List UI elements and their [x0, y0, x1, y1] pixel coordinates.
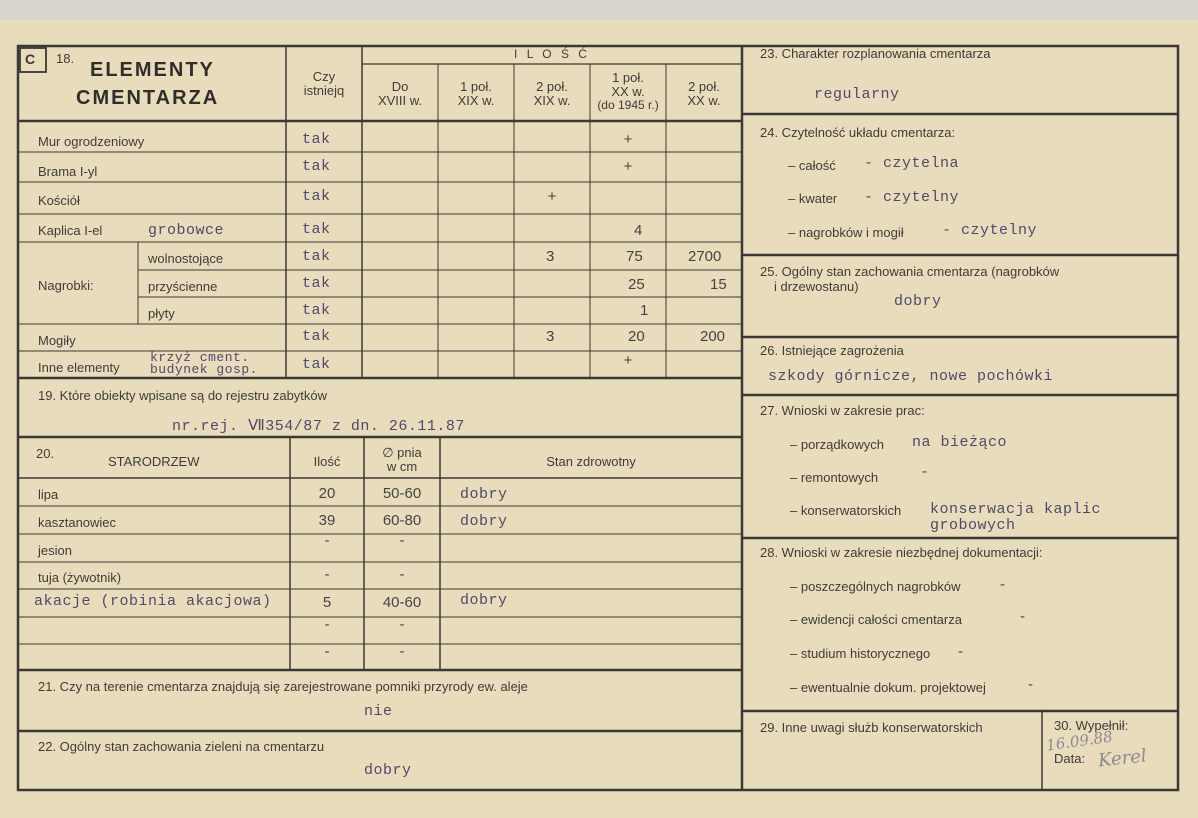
s27-item-3-label: – konserwatorskich — [790, 503, 902, 518]
header-istnieja: istniejq — [303, 83, 345, 98]
tree-name-3: jesion — [38, 543, 72, 558]
s24-item-1-label: – całość — [788, 158, 836, 173]
col-pnia-1: ∅ pnia — [382, 445, 422, 460]
przysc-exists: tak — [302, 275, 331, 292]
s24-item-3-label: – nagrobków i mogił — [788, 225, 904, 240]
period-header-1b: XVIII w. — [377, 93, 423, 108]
scan-top-strip — [0, 0, 1198, 20]
brama-p4: + — [623, 158, 633, 175]
period-header-5a: 2 poł. — [688, 79, 720, 94]
s28-item-3-label: – studium historycznego — [790, 646, 931, 661]
section-22-value: dobry — [364, 762, 412, 779]
period-header-3a: 2 poł. — [536, 79, 568, 94]
tree-pien-2: 60-80 — [382, 512, 422, 529]
tree-pien-5: 40-60 — [382, 594, 422, 611]
section-26-label: 26. Istniejące zagrożenia — [760, 343, 904, 358]
tree-pien-3: - — [399, 532, 405, 549]
s28-item-1-label: – poszczególnych nagrobków — [790, 579, 961, 594]
tree-ilosc-6: - — [324, 616, 330, 633]
signature: Kerel — [1097, 745, 1148, 772]
row-label-przyscienne: przyścienne — [148, 279, 218, 294]
tree-ilosc-5: 5 — [322, 594, 332, 611]
col-stan: Stan zdrowotny — [546, 454, 636, 469]
section-21-value: nie — [364, 703, 393, 720]
s27-item-2-value: - — [920, 464, 930, 481]
tree-pien-4: - — [399, 566, 405, 583]
period-header-4b: XX w. — [611, 84, 645, 99]
przysc-p4: 25 — [628, 276, 645, 293]
mur-p4: + — [623, 131, 633, 148]
section-28-label: 28. Wnioski w zakresie niezbędnej dokumentacji: — [760, 545, 1043, 560]
row-label-nagrobki: Nagrobki: — [38, 278, 94, 293]
kosciol-p3: + — [547, 188, 557, 205]
kaplica-typed: grobowce — [148, 222, 225, 239]
tree-pien-6: - — [399, 616, 405, 633]
col-ilosc: Ilość — [313, 454, 341, 469]
elementy-title-line2: CMENTARZA — [76, 87, 220, 109]
s24-item-1-value: - czytelna — [864, 155, 960, 172]
s27-item-2-label: – remontowych — [790, 470, 879, 485]
s24-item-2-value: - czytelny — [864, 189, 960, 206]
kaplica-exists: tak — [302, 221, 331, 238]
tree-pien-1: 50-60 — [382, 485, 422, 502]
elementy-title-line1: ELEMENTY — [90, 59, 215, 81]
s24-item-2-label: – kwater — [788, 191, 838, 206]
s28-item-2-label: – ewidencji całości cmentarza — [790, 612, 962, 627]
tree-pien-7: - — [399, 643, 405, 660]
brama-exists: tak — [302, 158, 331, 175]
period-header-4c: (do 1945 r.) — [597, 98, 659, 112]
tree-ilosc-7: - — [324, 643, 330, 660]
section-20-number: 20. — [36, 446, 55, 461]
mogily-exists: tak — [302, 328, 331, 345]
wolno-p4: 75 — [626, 248, 643, 265]
section-23-value: regularny — [814, 86, 900, 103]
period-header-2a: 1 poł. — [460, 79, 492, 94]
tree-ilosc-3: - — [324, 532, 330, 549]
section-22-label: 22. Ogólny stan zachowania zieleni na cmentarzu — [38, 739, 325, 754]
wolno-p5: 2700 — [688, 248, 722, 265]
row-label-kaplica: Kaplica I-el — [38, 223, 103, 238]
s27-item-1-label: – porządkowych — [790, 437, 884, 452]
date-label: Data: — [1054, 751, 1086, 766]
period-header-2b: XIX w. — [457, 93, 495, 108]
kaplica-p4: 4 — [634, 222, 643, 239]
section-18-number: 18. — [56, 51, 75, 66]
tree-stan-5: dobry — [460, 592, 508, 609]
s27-item-3-value2: grobowych — [930, 517, 1016, 534]
tree-name-5: akacje (robinia akacjowa) — [34, 593, 272, 610]
period-header-1a: Do — [391, 79, 409, 94]
period-header-5b: XX w. — [687, 93, 721, 108]
row-label-inne: Inne elementy — [38, 360, 120, 375]
row-label-brama: Brama I-yl — [38, 164, 98, 179]
plyty-exists: tak — [302, 302, 331, 319]
wolno-exists: tak — [302, 248, 331, 265]
przysc-p5: 15 — [710, 276, 727, 293]
kosciol-exists: tak — [302, 188, 331, 205]
mur-exists: tak — [302, 131, 331, 148]
section-25-value: dobry — [894, 293, 942, 310]
section-26-value: szkody górnicze, nowe pochówki — [768, 368, 1054, 385]
s28-item-3-value: - — [958, 643, 963, 660]
row-label-mur: Mur ogrodzeniowy — [38, 134, 145, 149]
section-24-label: 24. Czytelność układu cmentarza: — [760, 125, 956, 140]
period-header-3b: XIX w. — [533, 93, 571, 108]
tree-name-4: tuja (żywotnik) — [38, 570, 122, 585]
section-27-label: 27. Wnioski w zakresie prac: — [760, 403, 925, 418]
section-25-label-1: 25. Ogólny stan zachowania cmentarza (nagrobków — [760, 264, 1060, 279]
section-21-label: 21. Czy na terenie cmentarza znajdują się zarejestrowane pomniki przyrody ew. aleje — [38, 679, 528, 694]
s28-item-4-value: - — [1028, 676, 1033, 693]
tree-ilosc-1: 20 — [318, 485, 336, 502]
row-label-mogily: Mogiły — [38, 333, 76, 348]
tree-name-1: lipa — [38, 487, 59, 502]
plyty-p4: 1 — [640, 302, 649, 319]
s24-item-3-value: - czytelny — [942, 222, 1038, 239]
s28-item-4-label: – ewentualnie dokum. projektowej — [790, 680, 986, 695]
section-letter: C — [25, 51, 36, 67]
tree-name-2: kasztanowiec — [38, 515, 117, 530]
starodrzew-title: STARODRZEW — [108, 454, 200, 469]
row-label-kosciol: Kościół — [38, 193, 80, 208]
inne-exists: tak — [302, 356, 331, 373]
tree-ilosc-2: 39 — [318, 512, 336, 529]
inne-typed-1: krzyż cment. — [150, 350, 250, 365]
tree-stan-1: dobry — [460, 486, 508, 503]
period-header-4a: 1 poł. — [612, 70, 644, 85]
s27-item-3-value: konserwacja kaplic — [930, 501, 1102, 518]
header-czy: Czy — [312, 69, 336, 84]
row-label-wolnostojace: wolnostojące — [148, 251, 224, 266]
section-19-label: 19. Które obiekty wpisane są do rejestru zabytków — [38, 388, 328, 403]
tree-stan-2: dobry — [460, 513, 508, 530]
form-sheet — [14, 38, 1182, 796]
inne-p4: + — [623, 352, 633, 369]
tree-ilosc-4: - — [324, 566, 330, 583]
mogily-p3: 3 — [546, 328, 555, 345]
section-30-label: 30. Wypełnił: — [1054, 718, 1129, 733]
col-pnia-2: w cm — [386, 459, 418, 474]
s27-item-1-value: na bieżąco — [912, 434, 1008, 451]
s28-item-1-value: - — [1000, 576, 1005, 593]
s28-item-2-value: - — [1020, 608, 1025, 625]
mogily-p4: 20 — [628, 328, 645, 345]
handwritten-date: 16.09.88 — [1045, 727, 1114, 755]
section-25-label-2: i drzewostanu) — [774, 279, 859, 294]
mogily-p5: 200 — [700, 328, 726, 345]
inne-typed-2: budynek gosp. — [150, 362, 258, 377]
section-19-value: nr.rej. Ⅶ354/87 z dn. 26.11.87 — [172, 418, 465, 435]
section-23-label: 23. Charakter rozplanowania cmentarza — [760, 46, 991, 61]
wolno-p3: 3 — [546, 248, 555, 265]
row-label-plyty: płyty — [148, 306, 175, 321]
header-ilosc: I L O Ś Ć — [514, 47, 590, 61]
section-29-label: 29. Inne uwagi służb konserwatorskich — [760, 720, 983, 735]
